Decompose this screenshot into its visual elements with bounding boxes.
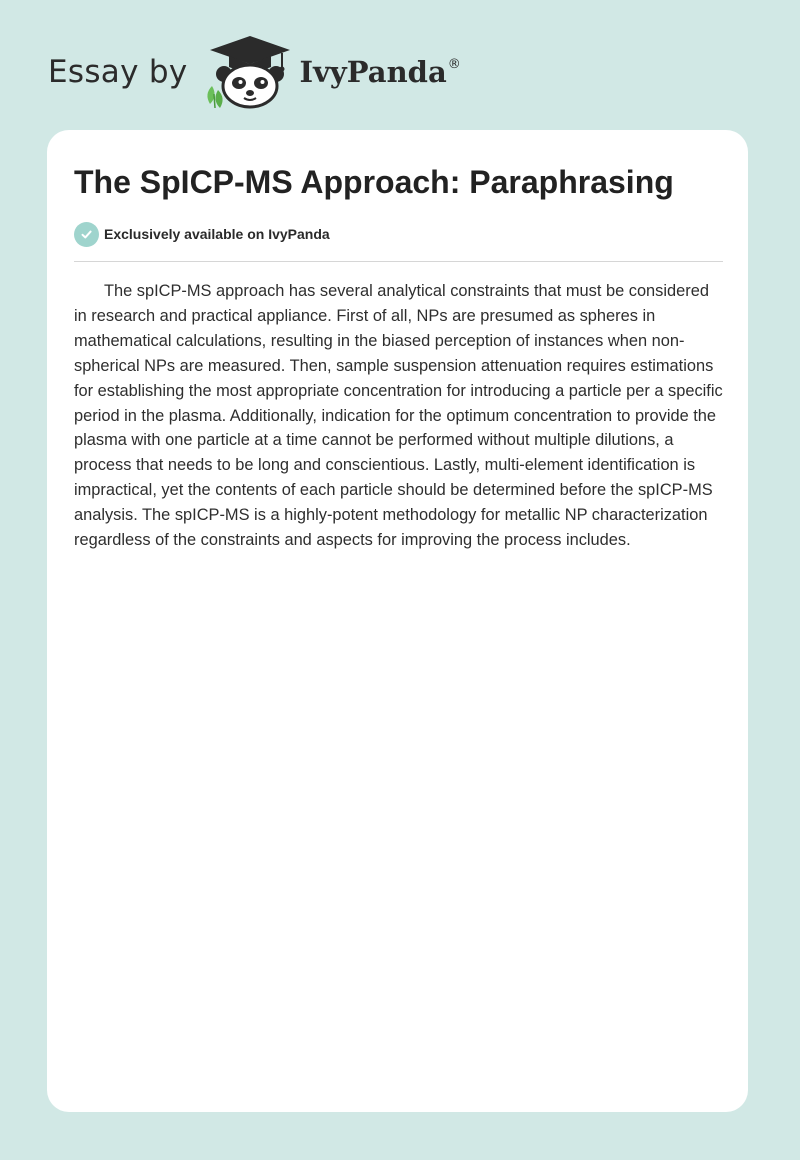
essay-card [47, 130, 748, 1112]
brand-header [48, 34, 461, 110]
check-circle-icon [74, 222, 99, 247]
exclusive-badge [74, 221, 330, 247]
brand-prefix: Essay by [48, 54, 188, 90]
panda-logo-icon [202, 34, 298, 110]
brand-name: IvyPanda [299, 55, 447, 89]
essay-paragraph: The spICP-MS approach has several analytical constraints that must be considered in research and practical appliance. First of all, NPs are presumed as spheres in mathematical calculations, resulting in the biased perception of instances when non-spherical NPs are measured. Then, sample suspension attenuation requires estimations for establishing the most appropriate concentration for introducing a particle per a specific period in the plasma. Additionally, indication for the optimum concentration to provide the plasma with one particle at a time cannot be performed without multiple dilutions, a process that needs to be long and conscientious. Lastly, multi-element identification is impractical, yet the contents of each particle should be determined before the spICP-MS analysis. The spICP-MS is a highly-potent methodology for metallic NP characterization regardless of the constraints and aspects for improving the process includes. [74, 282, 723, 550]
badge-label: Exclusively available on IvyPanda [104, 226, 330, 242]
page-title: The SpICP-MS Approach: Paraphrasing [74, 164, 674, 200]
registered-mark: ® [447, 56, 461, 72]
divider [74, 261, 723, 262]
